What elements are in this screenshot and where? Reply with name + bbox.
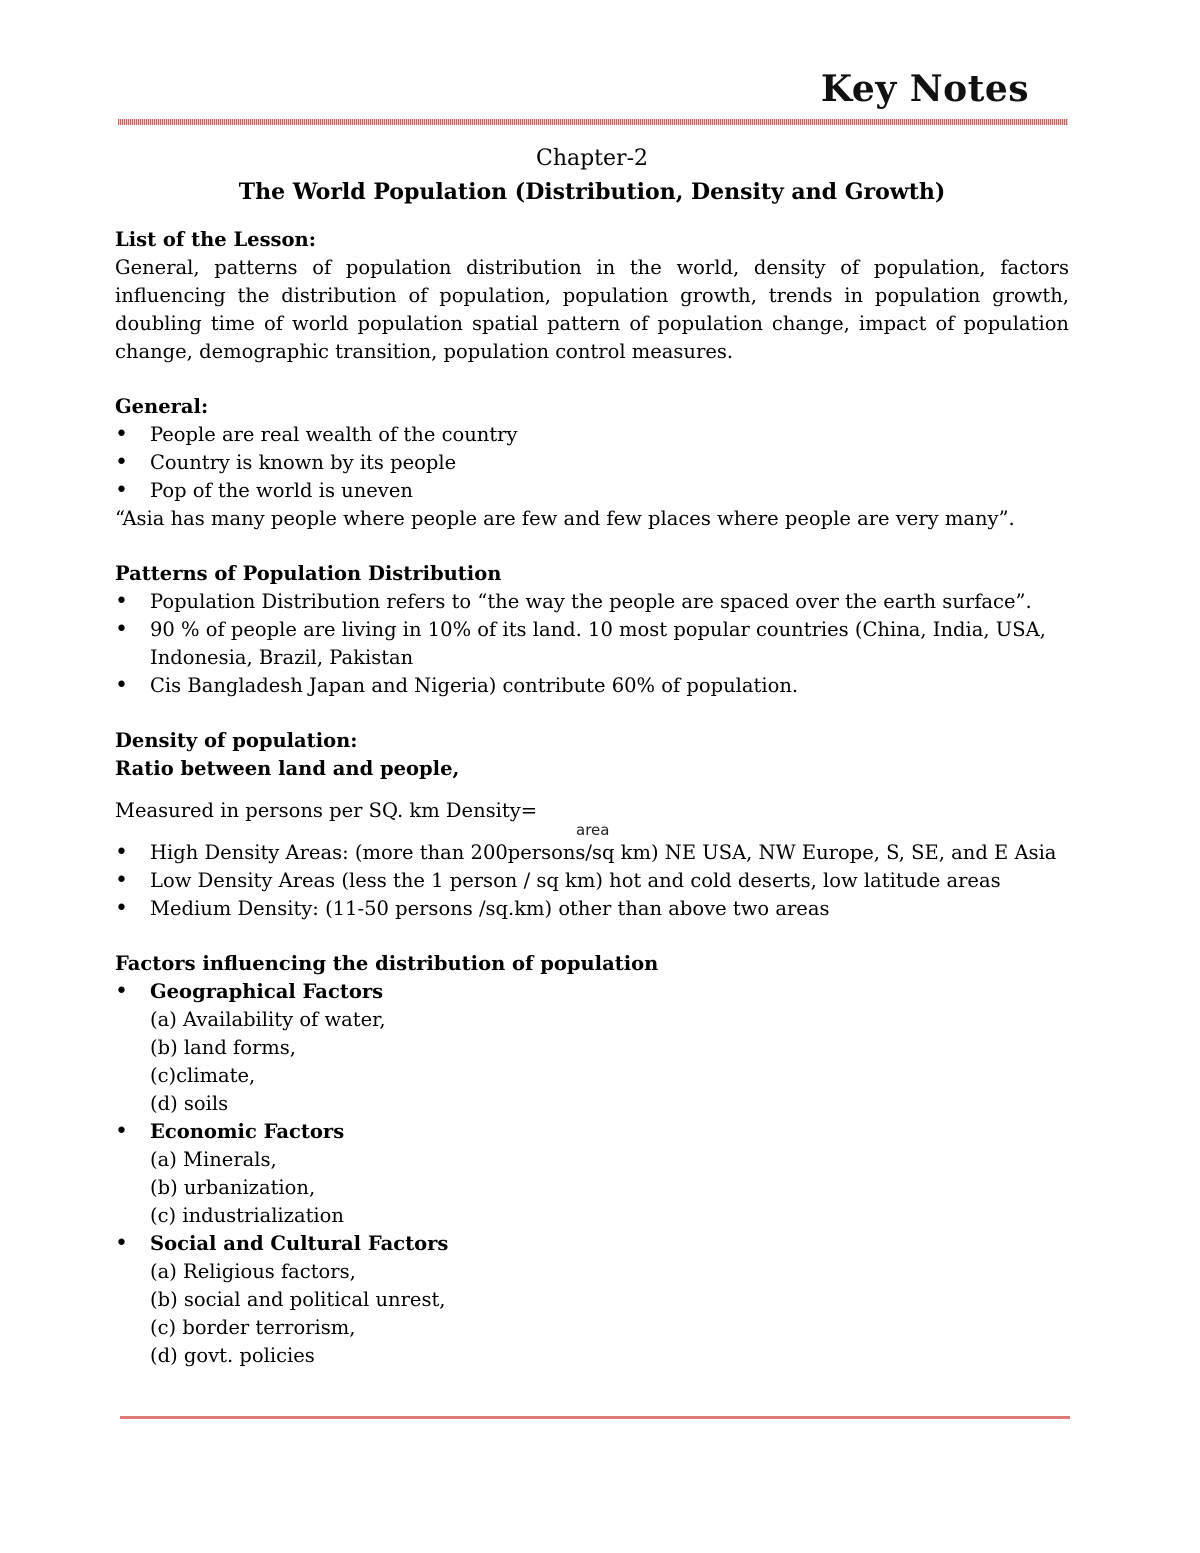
list-item: • Country is known by its people: [115, 449, 1069, 477]
list-item: (c) industrialization: [150, 1204, 344, 1227]
list-item: (d) soils: [150, 1092, 229, 1115]
list-item: (c)climate,: [150, 1064, 256, 1087]
list-item: • Cis Bangladesh Japan and Nigeria) contribute 60% of population.: [115, 672, 1069, 700]
header-divider: [118, 119, 1068, 125]
factor-group: [115, 1230, 1069, 1370]
list-item: (b) social and political unrest,: [150, 1288, 446, 1311]
patterns-bullet-list: [115, 588, 1069, 700]
list-item: (a) Minerals,: [150, 1148, 277, 1171]
density-bullet-list: [115, 839, 1069, 923]
general-heading: General:: [115, 395, 209, 418]
factors-heading: Factors influencing the distribution of population: [115, 952, 659, 975]
list-item: • Medium Density: (11-50 persons /sq.km) other than above two areas: [115, 895, 1069, 923]
density-formula-denominator: area: [576, 821, 610, 839]
document-body: [115, 140, 1069, 1370]
general-bullet-list: [115, 421, 1069, 505]
factor-group-title: • Geographical Factors: [150, 980, 384, 1003]
density-heading: Density of population:: [115, 729, 358, 752]
list-item: • Pop of the world is uneven: [115, 477, 1069, 505]
list-item: (c) border terrorism,: [150, 1316, 356, 1339]
page-header-title: Key Notes: [820, 68, 1029, 110]
footer-divider: [120, 1416, 1070, 1419]
chapter-title: The World Population (Distribution, Density and Growth): [238, 179, 946, 205]
lesson-list-heading: List of the Lesson:: [115, 228, 316, 251]
density-subheading: Ratio between land and people,: [115, 757, 460, 780]
density-formula-text: Measured in persons per SQ. km Density=: [115, 799, 538, 822]
list-item: (a) Religious factors,: [150, 1260, 356, 1283]
list-item: (a) Availability of water,: [150, 1008, 386, 1031]
patterns-heading: Patterns of Population Distribution: [115, 562, 502, 585]
list-item: • 90 % of people are living in 10% of its land. 10 most popular countries (China, India, USA, Indonesia, Brazil, Pakistan: [115, 616, 1069, 672]
general-quote: “Asia has many people where people are few and few places where people are very many”.: [115, 507, 1015, 530]
chapter-number: Chapter-2: [535, 146, 648, 171]
factor-group: [115, 1118, 1069, 1230]
list-item: (d) govt. policies: [150, 1344, 315, 1367]
list-item: (b) urbanization,: [150, 1176, 316, 1199]
list-item: • Low Density Areas (less the 1 person / sq km) hot and cold deserts, low latitude areas: [115, 867, 1069, 895]
list-item: (b) land forms,: [150, 1036, 296, 1059]
factor-group-title: • Economic Factors: [150, 1120, 345, 1143]
list-item: • High Density Areas: (more than 200persons/sq km) NE USA, NW Europe, S, SE, and E Asia: [115, 839, 1069, 867]
list-item: • Population Distribution refers to “the way the people are spaced over the earth surface”.: [115, 588, 1069, 616]
factor-group: [115, 978, 1069, 1118]
factors-list: [115, 978, 1069, 1370]
factor-group-title: • Social and Cultural Factors: [150, 1232, 449, 1255]
lesson-list-text: General, patterns of population distribution in the world, density of population, factors influencing the distribution of population, population growth, trends in population growth, doubling time of world population spatial pattern of population change, impact of population change, demographic transition, population control measures.: [115, 256, 1069, 363]
list-item: • People are real wealth of the country: [115, 421, 1069, 449]
